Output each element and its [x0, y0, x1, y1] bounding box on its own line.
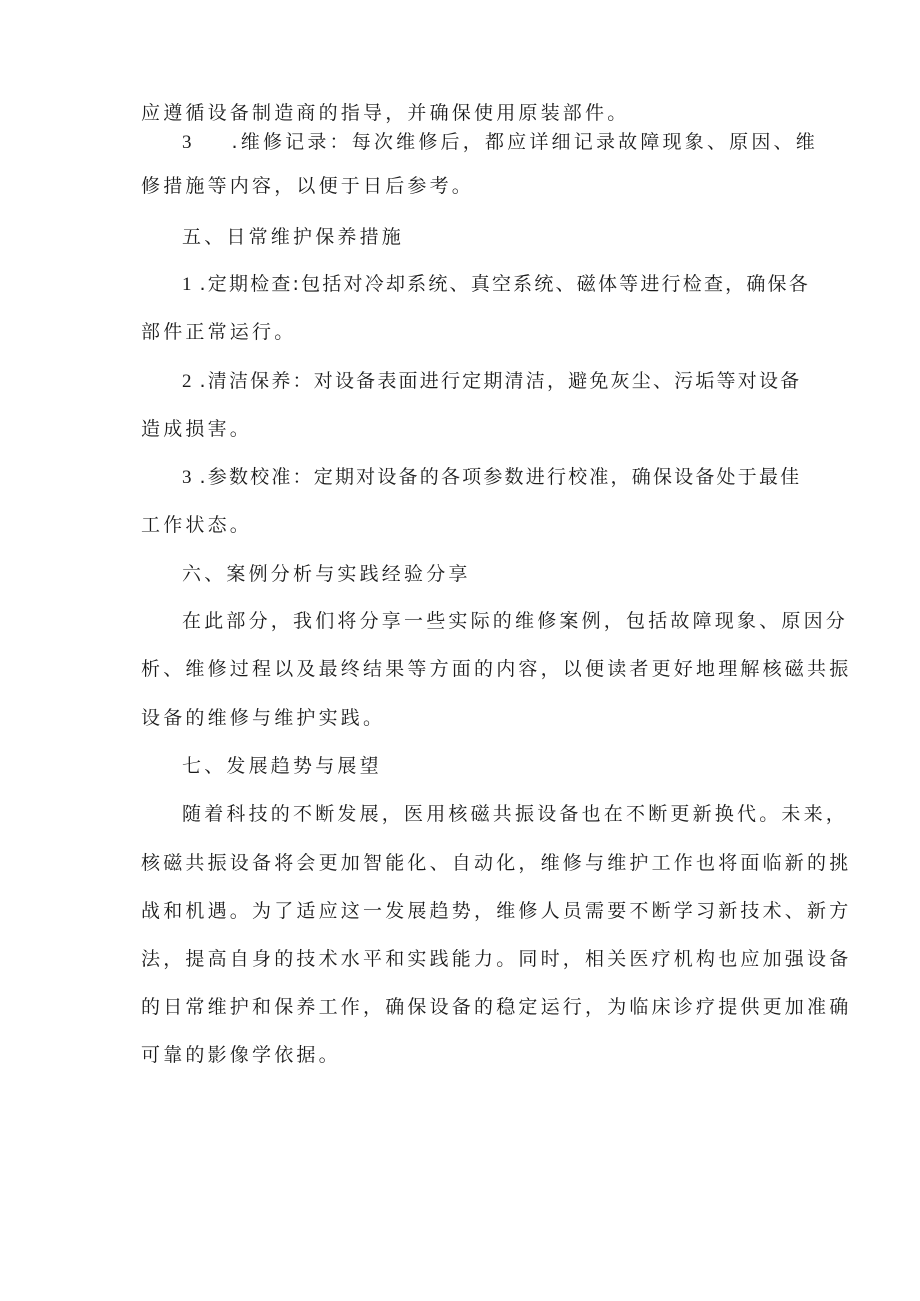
paragraph-line: 法，提高自身的技术水平和实践能力。同时，相关医疗机构也应加强设备: [141, 948, 852, 970]
paragraph-line: 在此部分，我们将分享一些实际的维修案例，包括故障现象、原因分: [182, 610, 849, 632]
paragraph-line: 设备的维修与维护实践。: [141, 707, 386, 729]
paragraph-line: 可靠的影像学依据。: [141, 1044, 341, 1066]
paragraph-line: 战和机遇。为了适应这一发展趋势，维修人员需要不断学习新技术、新方: [141, 900, 852, 922]
paragraph-line: 应遵循设备制造商的指导，并确保使用原装部件。: [141, 102, 630, 124]
section-heading-case-analysis: 六、案例分析与实践经验分享: [182, 563, 471, 585]
list-item-calibration: [182, 465, 801, 490]
list-number: 1: [182, 274, 192, 295]
section-heading-trends: 七、发展趋势与展望: [182, 755, 382, 777]
list-number: 2: [182, 371, 192, 392]
list-item-text: .定期检查:包括对冷却系统、真空系统、磁体等进行检查，确保各: [199, 273, 810, 295]
paragraph-line: 工作状态。: [141, 514, 253, 536]
list-item-text: .维修记录：每次维修后，都应详细记录故障现象、原因、维: [231, 131, 818, 153]
paragraph-line: 修措施等内容，以便于日后参考。: [141, 175, 475, 197]
list-item-text: .参数校准：定期对设备的各项参数进行校准，确保设备处于最佳: [199, 466, 802, 488]
paragraph-line: 部件正常运行。: [141, 321, 297, 343]
paragraph-line: 核磁共振设备将会更加智能化、自动化，维修与维护工作也将面临新的挑: [141, 852, 852, 874]
list-item-text: .清洁保养：对设备表面进行定期清洁，避免灰尘、污垢等对设备: [199, 370, 802, 392]
paragraph-line: 析、维修过程以及最终结果等方面的内容，以便读者更好地理解核磁共振: [141, 658, 852, 680]
paragraph-line: 随着科技的不断发展，医用核磁共振设备也在不断更新换代。未来，: [182, 803, 849, 825]
list-number: 3: [182, 467, 192, 488]
section-heading-daily-maintenance: 五、日常维护保养措施: [182, 226, 405, 248]
list-number: 3: [182, 132, 192, 153]
list-item-periodic-check: [182, 272, 810, 297]
list-item-cleaning: [182, 369, 801, 394]
list-item-maintenance-record: [182, 130, 818, 155]
paragraph-line: 造成损害。: [141, 418, 253, 440]
paragraph-line: 的日常维护和保养工作，确保设备的稳定运行，为临床诊疗提供更加准确: [141, 996, 852, 1018]
